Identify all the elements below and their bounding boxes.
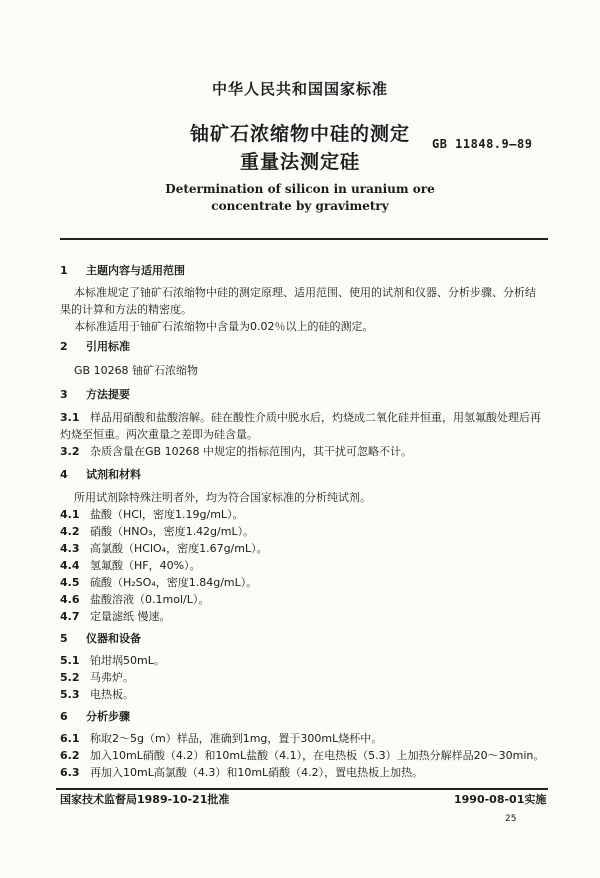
- clause-4-7: [60, 608, 171, 624]
- section-number: 1: [60, 264, 68, 277]
- section-number: 3: [60, 388, 68, 401]
- section-number: 4: [60, 468, 68, 481]
- section-5-heading: [60, 630, 141, 646]
- approval-date: 国家技术监督局1989-10-21批准: [60, 793, 230, 806]
- clause-text: 铂坩埚50mL。: [90, 654, 165, 667]
- clause-text: 再加入10mL高氯酸（4.3）和10mL硝酸（4.2），置电热板上加热。: [90, 766, 424, 779]
- clause-4-4: [60, 557, 201, 573]
- clause-4-2: [60, 523, 254, 539]
- clause-text: 定量滤纸 慢速。: [90, 610, 171, 623]
- section-1-para1-line1: 本标准规定了铀矿石浓缩物中硅的测定原理、适用范围、使用的试剂和仪器、分析步骤、分析结: [74, 286, 536, 299]
- country-standard-heading: 中华人民共和国国家标准: [211, 80, 388, 98]
- clause-text: 称取2～5g（m）样品，准确到1mg，置于300mL烧杯中。: [90, 732, 383, 745]
- clause-text: 高氯酸（HClO₄，密度1.67g/mL）。: [90, 542, 268, 555]
- clause-text: 盐酸溶液（0.1mol/L）。: [90, 593, 210, 606]
- effective-date: 1990-08-01实施: [454, 793, 547, 806]
- footer-divider: [56, 788, 548, 790]
- clause-number: 6.1: [60, 732, 80, 745]
- section-1-para1-line2: 果的计算和方法的精密度。: [60, 303, 192, 316]
- section-title: 引用标准: [86, 340, 130, 353]
- section-title: 主题内容与适用范围: [86, 264, 185, 277]
- clause-text: 盐酸（HCl，密度1.19g/mL）。: [90, 508, 244, 521]
- clause-number: 3.1: [60, 411, 80, 424]
- section-title: 方法提要: [86, 388, 130, 401]
- document-title-line1: 铀矿石浓缩物中硅的测定: [189, 123, 410, 145]
- clause-number: 3.2: [60, 445, 80, 458]
- clause-3-2: [60, 443, 412, 459]
- clause-4-3: [60, 540, 268, 556]
- clause-number: 5.3: [60, 688, 80, 701]
- clause-6-2: [60, 747, 544, 763]
- document-title-line2: 重量法测定硅: [239, 151, 360, 173]
- clause-number: 5.1: [60, 654, 80, 667]
- clause-number: 6.2: [60, 749, 80, 762]
- section-number: 6: [60, 710, 68, 723]
- section-title: 仪器和设备: [86, 632, 141, 645]
- section-4-intro: 所用试剂除特殊注明者外，均为符合国家标准的分析纯试剂。: [74, 491, 371, 504]
- clause-text: 杂质含量在GB 10268 中规定的指标范围内，其干扰可忽略不计。: [90, 445, 413, 458]
- section-number: 2: [60, 340, 68, 353]
- clause-4-1: [60, 506, 244, 522]
- clause-number: 6.3: [60, 766, 80, 779]
- section-3-heading: [60, 386, 130, 402]
- clause-text: 硫酸（H₂SO₄，密度1.84g/mL）。: [90, 576, 258, 589]
- clause-number: 4.7: [60, 610, 80, 623]
- section-2-heading: [60, 338, 130, 354]
- clause-number: 4.5: [60, 576, 80, 589]
- clause-number: 4.2: [60, 525, 80, 538]
- section-1-heading: [60, 262, 185, 278]
- clause-4-5: [60, 574, 257, 590]
- section-title: 分析步骤: [86, 710, 130, 723]
- referenced-standard: GB 10268 铀矿石浓缩物: [74, 364, 199, 377]
- clause-text: 氢氟酸（HF，40%）。: [90, 559, 201, 572]
- clause-text: 样品用硝酸和盐酸溶解。硅在酸性介质中脱水后，灼烧成二氧化硅并恒重，用氢氟酸处理后再: [90, 411, 541, 424]
- clause-number: 5.2: [60, 671, 80, 684]
- clause-6-1: [60, 730, 382, 746]
- english-title-line1: Determination of silicon in uranium ore: [165, 182, 435, 196]
- clause-5-1: [60, 652, 165, 668]
- section-4-heading: [60, 466, 141, 482]
- header-divider: [60, 238, 548, 240]
- section-number: 5: [60, 632, 68, 645]
- clause-5-2: [60, 669, 134, 685]
- english-title-line2: concentrate by gravimetry: [211, 199, 389, 213]
- clause-number: 4.3: [60, 542, 80, 555]
- clause-3-1-line2: 灼烧至恒重。两次重量之差即为硅含量。: [60, 428, 258, 441]
- section-6-heading: [60, 708, 130, 724]
- clause-5-3: [60, 686, 134, 702]
- page-number: 25: [505, 814, 517, 824]
- clause-6-3: [60, 764, 423, 780]
- clause-number: 4.1: [60, 508, 80, 521]
- clause-number: 4.6: [60, 593, 80, 606]
- clause-3-1-line1: [60, 409, 541, 425]
- clause-text: 加入10mL硝酸（4.2）和10mL盐酸（4.1），在电热板（5.3）上加热分解样品20～30min。: [90, 749, 545, 762]
- section-title: 试剂和材料: [86, 468, 141, 481]
- clause-text: 硝酸（HNO₃，密度1.42g/mL）。: [90, 525, 255, 538]
- clause-number: 4.4: [60, 559, 80, 572]
- standard-number: GB 11848.9—89: [432, 137, 533, 151]
- clause-text: 马弗炉。: [90, 671, 134, 684]
- clause-text: 电热板。: [90, 688, 134, 701]
- clause-4-6: [60, 591, 209, 607]
- section-1-para2: 本标准适用于铀矿石浓缩物中含量为0.02％以上的硅的测定。: [74, 320, 374, 333]
